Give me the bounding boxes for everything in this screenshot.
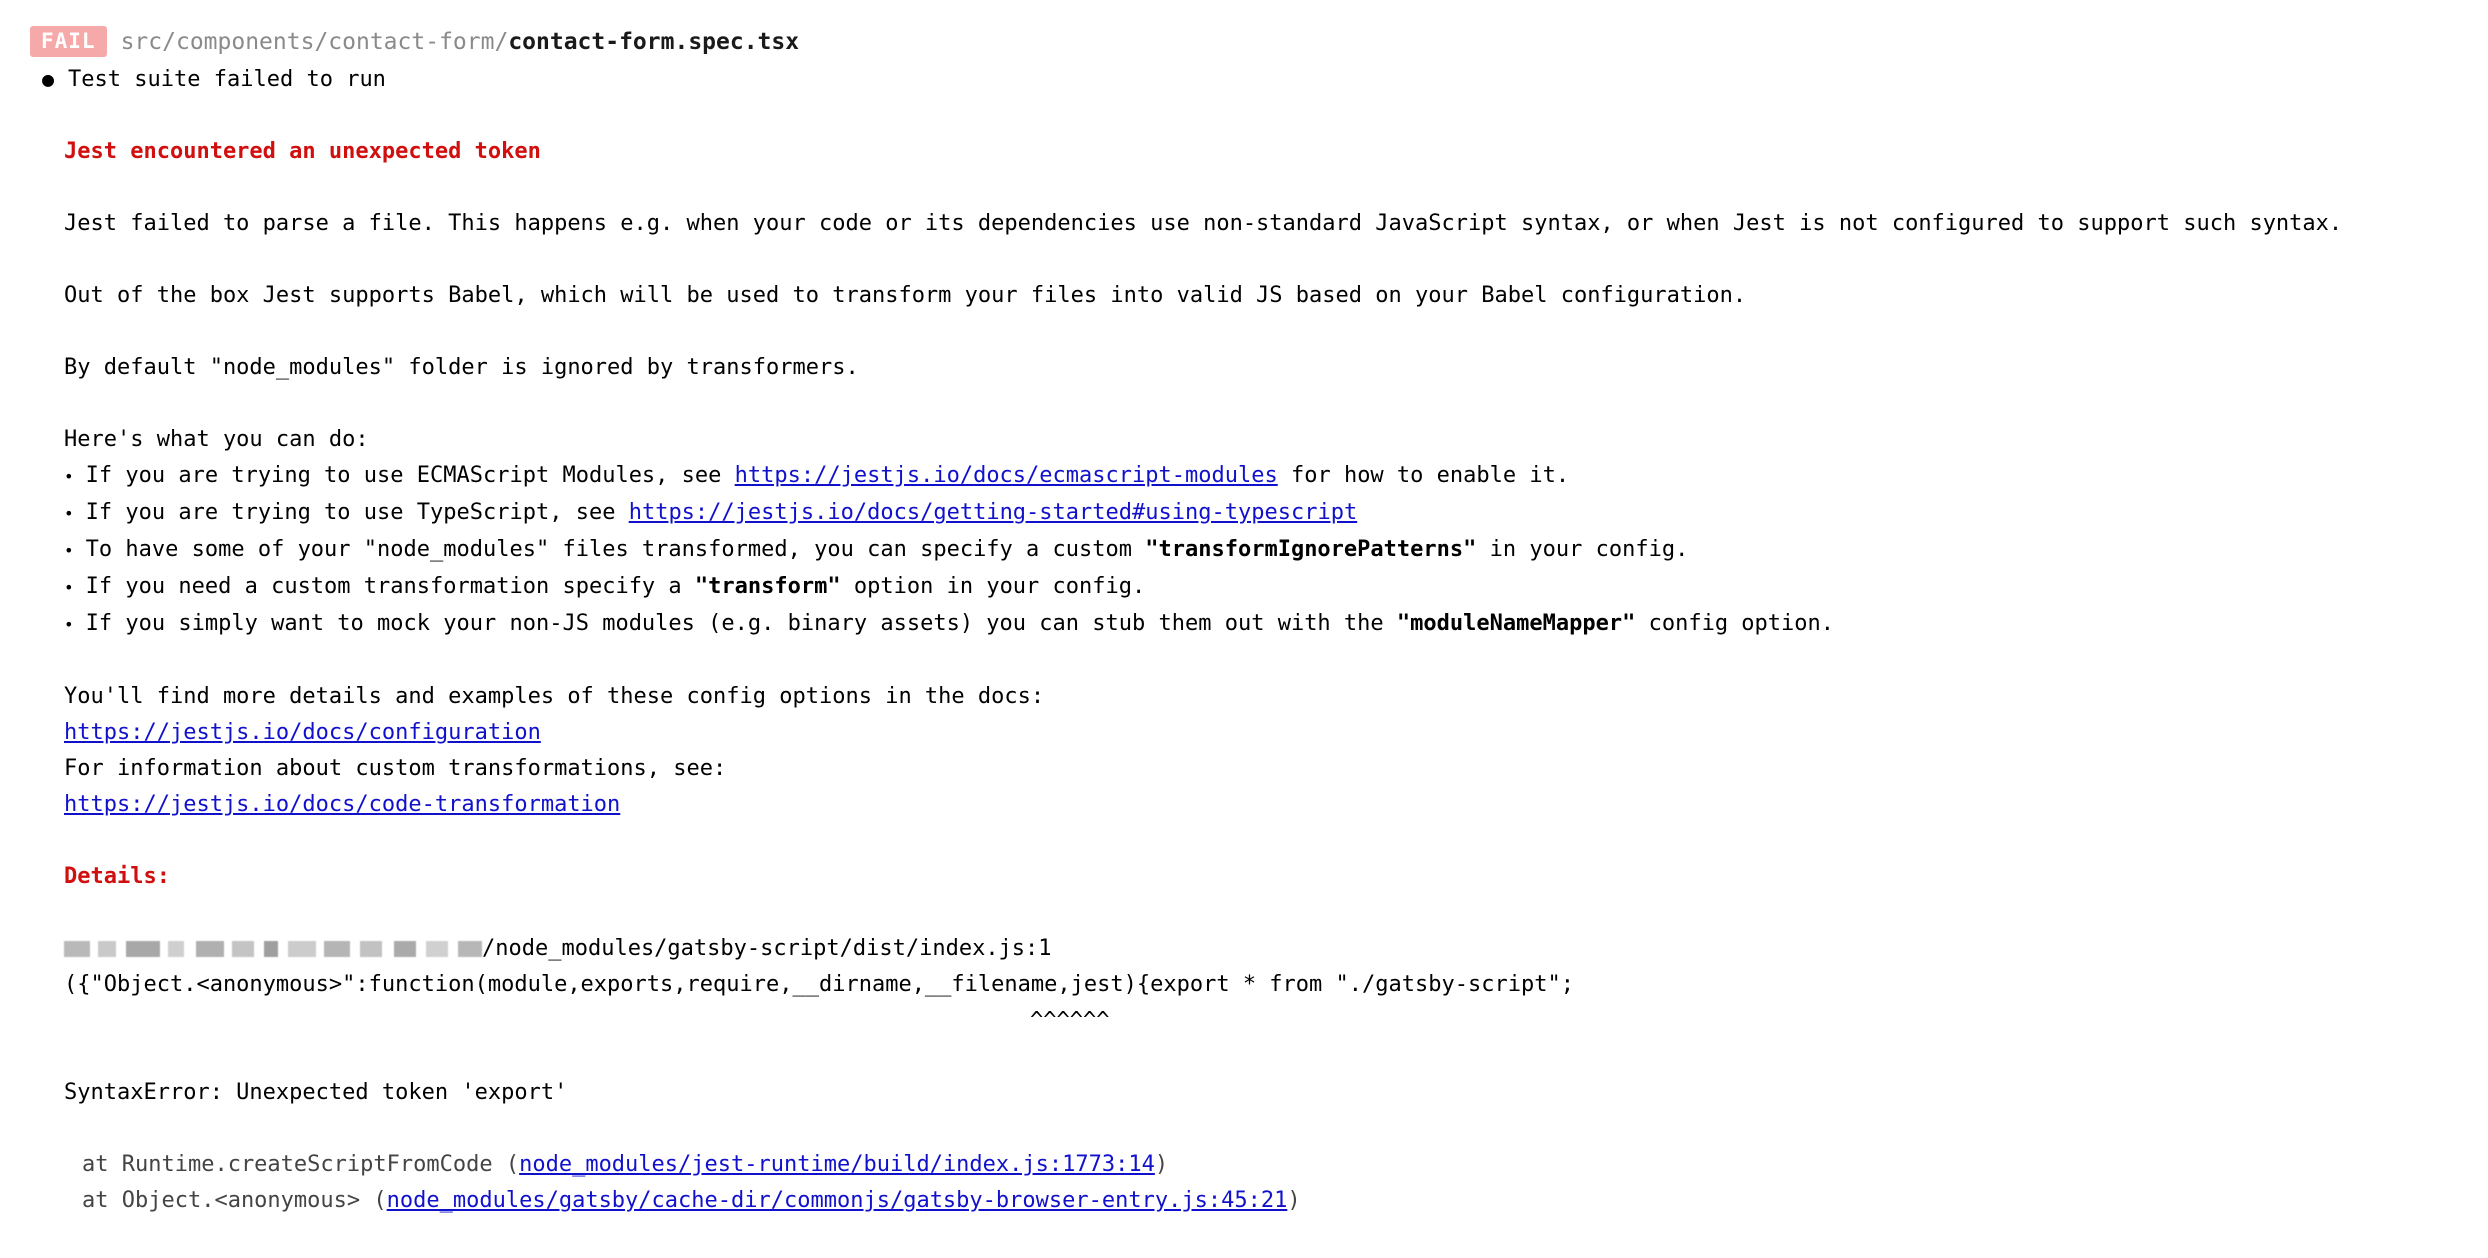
list-item-pre: If you are trying to use ECMAScript Modules, see xyxy=(85,463,735,488)
list-item-text xyxy=(86,495,1358,531)
stack-frame-pre: at Runtime.createScriptFromCode ( xyxy=(82,1152,520,1177)
stack-frame-pre: at Object.<anonymous> ( xyxy=(82,1188,387,1213)
bullet-icon: • xyxy=(64,615,74,634)
stack-frame-link[interactable]: node_modules/gatsby/cache-dir/commonjs/gatsby-browser-entry.js:45:21 xyxy=(386,1188,1288,1213)
ecmascript-modules-link[interactable]: https://jestjs.io/docs/ecmascript-modules xyxy=(734,463,1278,488)
failing-file-path: /node_modules/gatsby-script/dist/index.js:1 xyxy=(482,936,1052,961)
error-paragraph-1: Jest failed to parse a file. This happens e.g. when your code or its dependencies use non-standard JavaScript syntax, or when Jest is not configured to support such syntax. xyxy=(64,211,2343,236)
test-file-path xyxy=(121,29,800,55)
spacer xyxy=(30,1111,2488,1147)
error-paragraph-4: Here's what you can do: xyxy=(64,427,369,452)
error-title: Jest encountered an unexpected token xyxy=(64,139,541,164)
list-item-post: for how to enable it. xyxy=(1277,463,1570,488)
list-item-pre: If you need a custom transformation specify a xyxy=(85,574,695,599)
list-item-text xyxy=(86,569,1146,605)
docs-intro-text: You'll find more details and examples of these config options in the docs: xyxy=(64,684,1045,709)
list-item-pre: If you are trying to use TypeScript, see xyxy=(85,500,629,525)
spacer xyxy=(30,386,2488,422)
list-item-text xyxy=(86,606,1834,642)
stack-frame xyxy=(30,1147,2488,1183)
list-item xyxy=(30,569,2488,606)
spacer xyxy=(30,1039,2488,1075)
bullet-icon: • xyxy=(64,467,74,486)
bullet-icon: ● xyxy=(42,67,55,91)
spacer xyxy=(30,242,2488,278)
list-item xyxy=(30,532,2488,569)
test-file-header xyxy=(30,26,2488,57)
stack-frame-post: ) xyxy=(1154,1152,1169,1177)
list-item-text xyxy=(86,458,1569,494)
typescript-docs-link[interactable]: https://jestjs.io/docs/getting-started#using-typescript xyxy=(628,500,1358,525)
list-item-tail: config option. xyxy=(1635,611,1835,636)
spacer xyxy=(30,170,2488,206)
status-badge: FAIL xyxy=(30,26,107,57)
list-item-pre: To have some of your "node_modules" files transformed, you can specify a custom xyxy=(85,537,1146,562)
failing-code-line: ({"Object.<anonymous>":function(module,exports,require,__dirname,__filename,jest){export * from "./gatsby-script"; xyxy=(64,972,1574,997)
error-paragraph-2: Out of the box Jest supports Babel, which will be used to transform your files into valid JS based on your Babel configuration. xyxy=(64,283,1747,308)
failing-file-path-row xyxy=(30,931,2488,967)
list-item xyxy=(30,606,2488,643)
suite-failed-row xyxy=(30,61,2488,98)
list-item xyxy=(30,458,2488,495)
transform-option: "transform" xyxy=(694,574,841,599)
stack-frame-link[interactable]: node_modules/jest-runtime/build/index.js:1773:14 xyxy=(519,1152,1155,1177)
list-item xyxy=(30,495,2488,532)
list-item-pre: If you simply want to mock your non-JS modules (e.g. binary assets) you can stub them out with the xyxy=(85,611,1397,636)
list-item-tail: option in your config. xyxy=(840,574,1146,599)
stack-frame-post: ) xyxy=(1287,1188,1301,1213)
bullet-icon: • xyxy=(64,578,74,597)
details-heading: Details: xyxy=(64,864,170,889)
error-paragraph-3: By default "node_modules" folder is ignored by transformers. xyxy=(64,355,859,380)
transform-ignore-patterns-option: "transformIgnorePatterns" xyxy=(1145,537,1477,562)
transform-intro-text: For information about custom transformations, see: xyxy=(64,756,727,781)
redacted-path-block xyxy=(64,941,482,957)
stack-frame xyxy=(30,1183,2488,1219)
code-transformation-docs-link[interactable]: https://jestjs.io/docs/code-transformation xyxy=(64,792,621,817)
spacer xyxy=(30,643,2488,679)
spacer xyxy=(30,895,2488,931)
spacer xyxy=(30,314,2488,350)
spacer xyxy=(30,98,2488,134)
module-name-mapper-option: "moduleNameMapper" xyxy=(1396,611,1636,636)
configuration-docs-link[interactable]: https://jestjs.io/docs/configuration xyxy=(64,720,541,745)
list-item-tail: in your config. xyxy=(1476,537,1689,562)
suite-failed-text: Test suite failed to run xyxy=(68,67,386,92)
syntax-error-text: SyntaxError: Unexpected token 'export' xyxy=(64,1080,568,1105)
bullet-icon: • xyxy=(64,504,74,523)
list-item-text xyxy=(86,532,1689,568)
test-file-path-dir: src/components/contact-form/ xyxy=(120,28,509,55)
spacer xyxy=(30,823,2488,859)
bullet-icon: • xyxy=(64,541,74,560)
test-file-path-name: contact-form.spec.tsx xyxy=(508,28,800,55)
caret-marker: ^^^^^^ xyxy=(1030,1008,1110,1033)
